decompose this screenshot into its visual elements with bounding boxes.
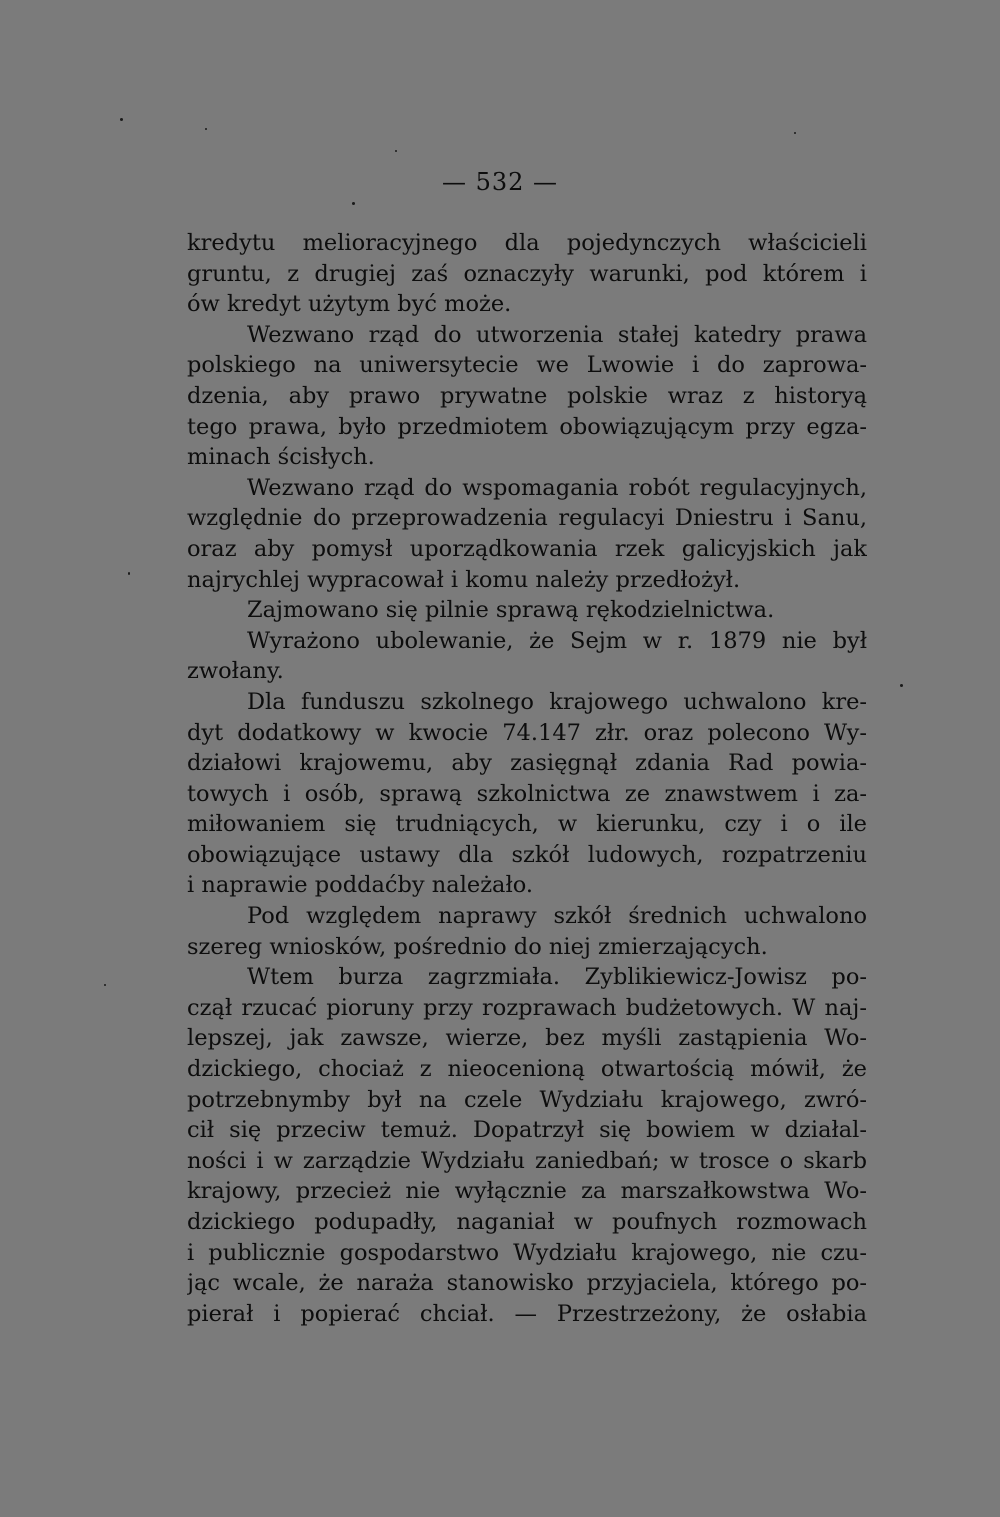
text-line: Wezwano rząd do wspomagania robót regulacyjnych, <box>247 474 867 501</box>
text-line: pierał i popierać chciał. — Przestrzeżony, że osłabia <box>187 1300 867 1327</box>
text-line: zwołany. <box>187 658 284 685</box>
text-line: Zajmowano się pilnie sprawą rękodzielnictwa. <box>247 597 775 624</box>
text-line: potrzebnymby był na czele Wydziału krajowego, zwró- <box>187 1086 867 1113</box>
text-line: miłowaniem się trudniących, w kierunku, czy i o ile <box>187 811 867 838</box>
text-line: cił się przeciw temuż. Dopatrzył się bowiem w działal- <box>187 1117 867 1144</box>
text-line: kredytu melioracyjnego dla pojedynczych właścicieli <box>187 230 867 256</box>
text-line: względnie do przeprowadzenia regulacyi Dniestru i Sanu, <box>187 505 867 532</box>
text-line: czął rzucać pioruny przy rozprawach budżetowych. W naj- <box>187 994 867 1021</box>
scan-speck <box>395 150 397 152</box>
text-line: Wyrażono ubolewanie, że Sejm w r. 1879 nie był <box>247 627 867 654</box>
scan-speck <box>352 202 355 205</box>
text-line: dzickiego, chociaż z nieocenioną otwartością mówił, że <box>187 1056 867 1083</box>
text-line: najrychlej wypracował i komu należy przedłożył. <box>187 566 741 593</box>
scan-speck <box>205 128 207 130</box>
text-line: ności i w zarządzie Wydziału zaniedbań; w trosce o skarb <box>187 1147 867 1174</box>
text-line: jąc wcale, że naraża stanowisko przyjaciela, którego po- <box>187 1270 867 1297</box>
scan-speck <box>128 572 130 575</box>
text-line: Wezwano rząd do utworzenia stałej katedry prawa <box>247 321 867 348</box>
text-line: lepszej, jak zawsze, wierze, bez myśli zastąpienia Wo- <box>187 1025 867 1052</box>
scan-speck <box>120 118 123 121</box>
scan-speck <box>104 984 106 986</box>
text-line: towych i osób, sprawą szkolnictwa ze znawstwem i za- <box>187 780 867 807</box>
text-line: dzickiego podupadły, naganiał w poufnych rozmowach <box>187 1209 867 1235</box>
text-line: Dla funduszu szkolnego krajowego uchwalono kre- <box>247 688 867 715</box>
text-line: działowi krajowemu, aby zasięgnął zdania Rad powia- <box>187 750 867 777</box>
scan-speck <box>794 132 796 134</box>
text-line: dyt dodatkowy w kwocie 74.147 złr. oraz polecono Wy- <box>187 719 867 746</box>
text-line: tego prawa, było przedmiotem obowiązującym przy egza- <box>187 413 867 440</box>
text-line: i publicznie gospodarstwo Wydziału krajowego, nie czu- <box>187 1239 867 1266</box>
text-line: obowiązujące ustawy dla szkół ludowych, rozpatrzeniu <box>187 841 867 868</box>
text-line: oraz aby pomysł uporządkowania rzek galicyjskich jak <box>187 535 867 562</box>
text-line: ów kredyt użytym być może. <box>187 291 512 318</box>
text-line: dzenia, aby prawo prywatne polskie wraz z historyą <box>187 382 867 409</box>
text-line: krajowy, przecież nie wyłącznie za marszałkowstwa Wo- <box>187 1178 867 1205</box>
text-line: polskiego na uniwersytecie we Lwowie i do zaprowa- <box>187 352 867 379</box>
text-line: Wtem burza zagrzmiała. Zyblikiewicz-Jowisz po- <box>247 964 867 991</box>
text-line: minach ścisłych. <box>187 444 375 471</box>
scan-speck <box>900 684 903 687</box>
body-text <box>187 228 867 1329</box>
text-line: szereg wniosków, pośrednio do niej zmierzających. <box>187 933 768 960</box>
page-number: — 532 — <box>441 168 559 196</box>
text-line: i naprawie poddaćby należało. <box>187 872 534 899</box>
text-line: gruntu, z drugiej zaś oznaczyły warunki, pod którem i <box>187 260 867 287</box>
text-line: Pod względem naprawy szkół średnich uchwalono <box>247 903 867 930</box>
